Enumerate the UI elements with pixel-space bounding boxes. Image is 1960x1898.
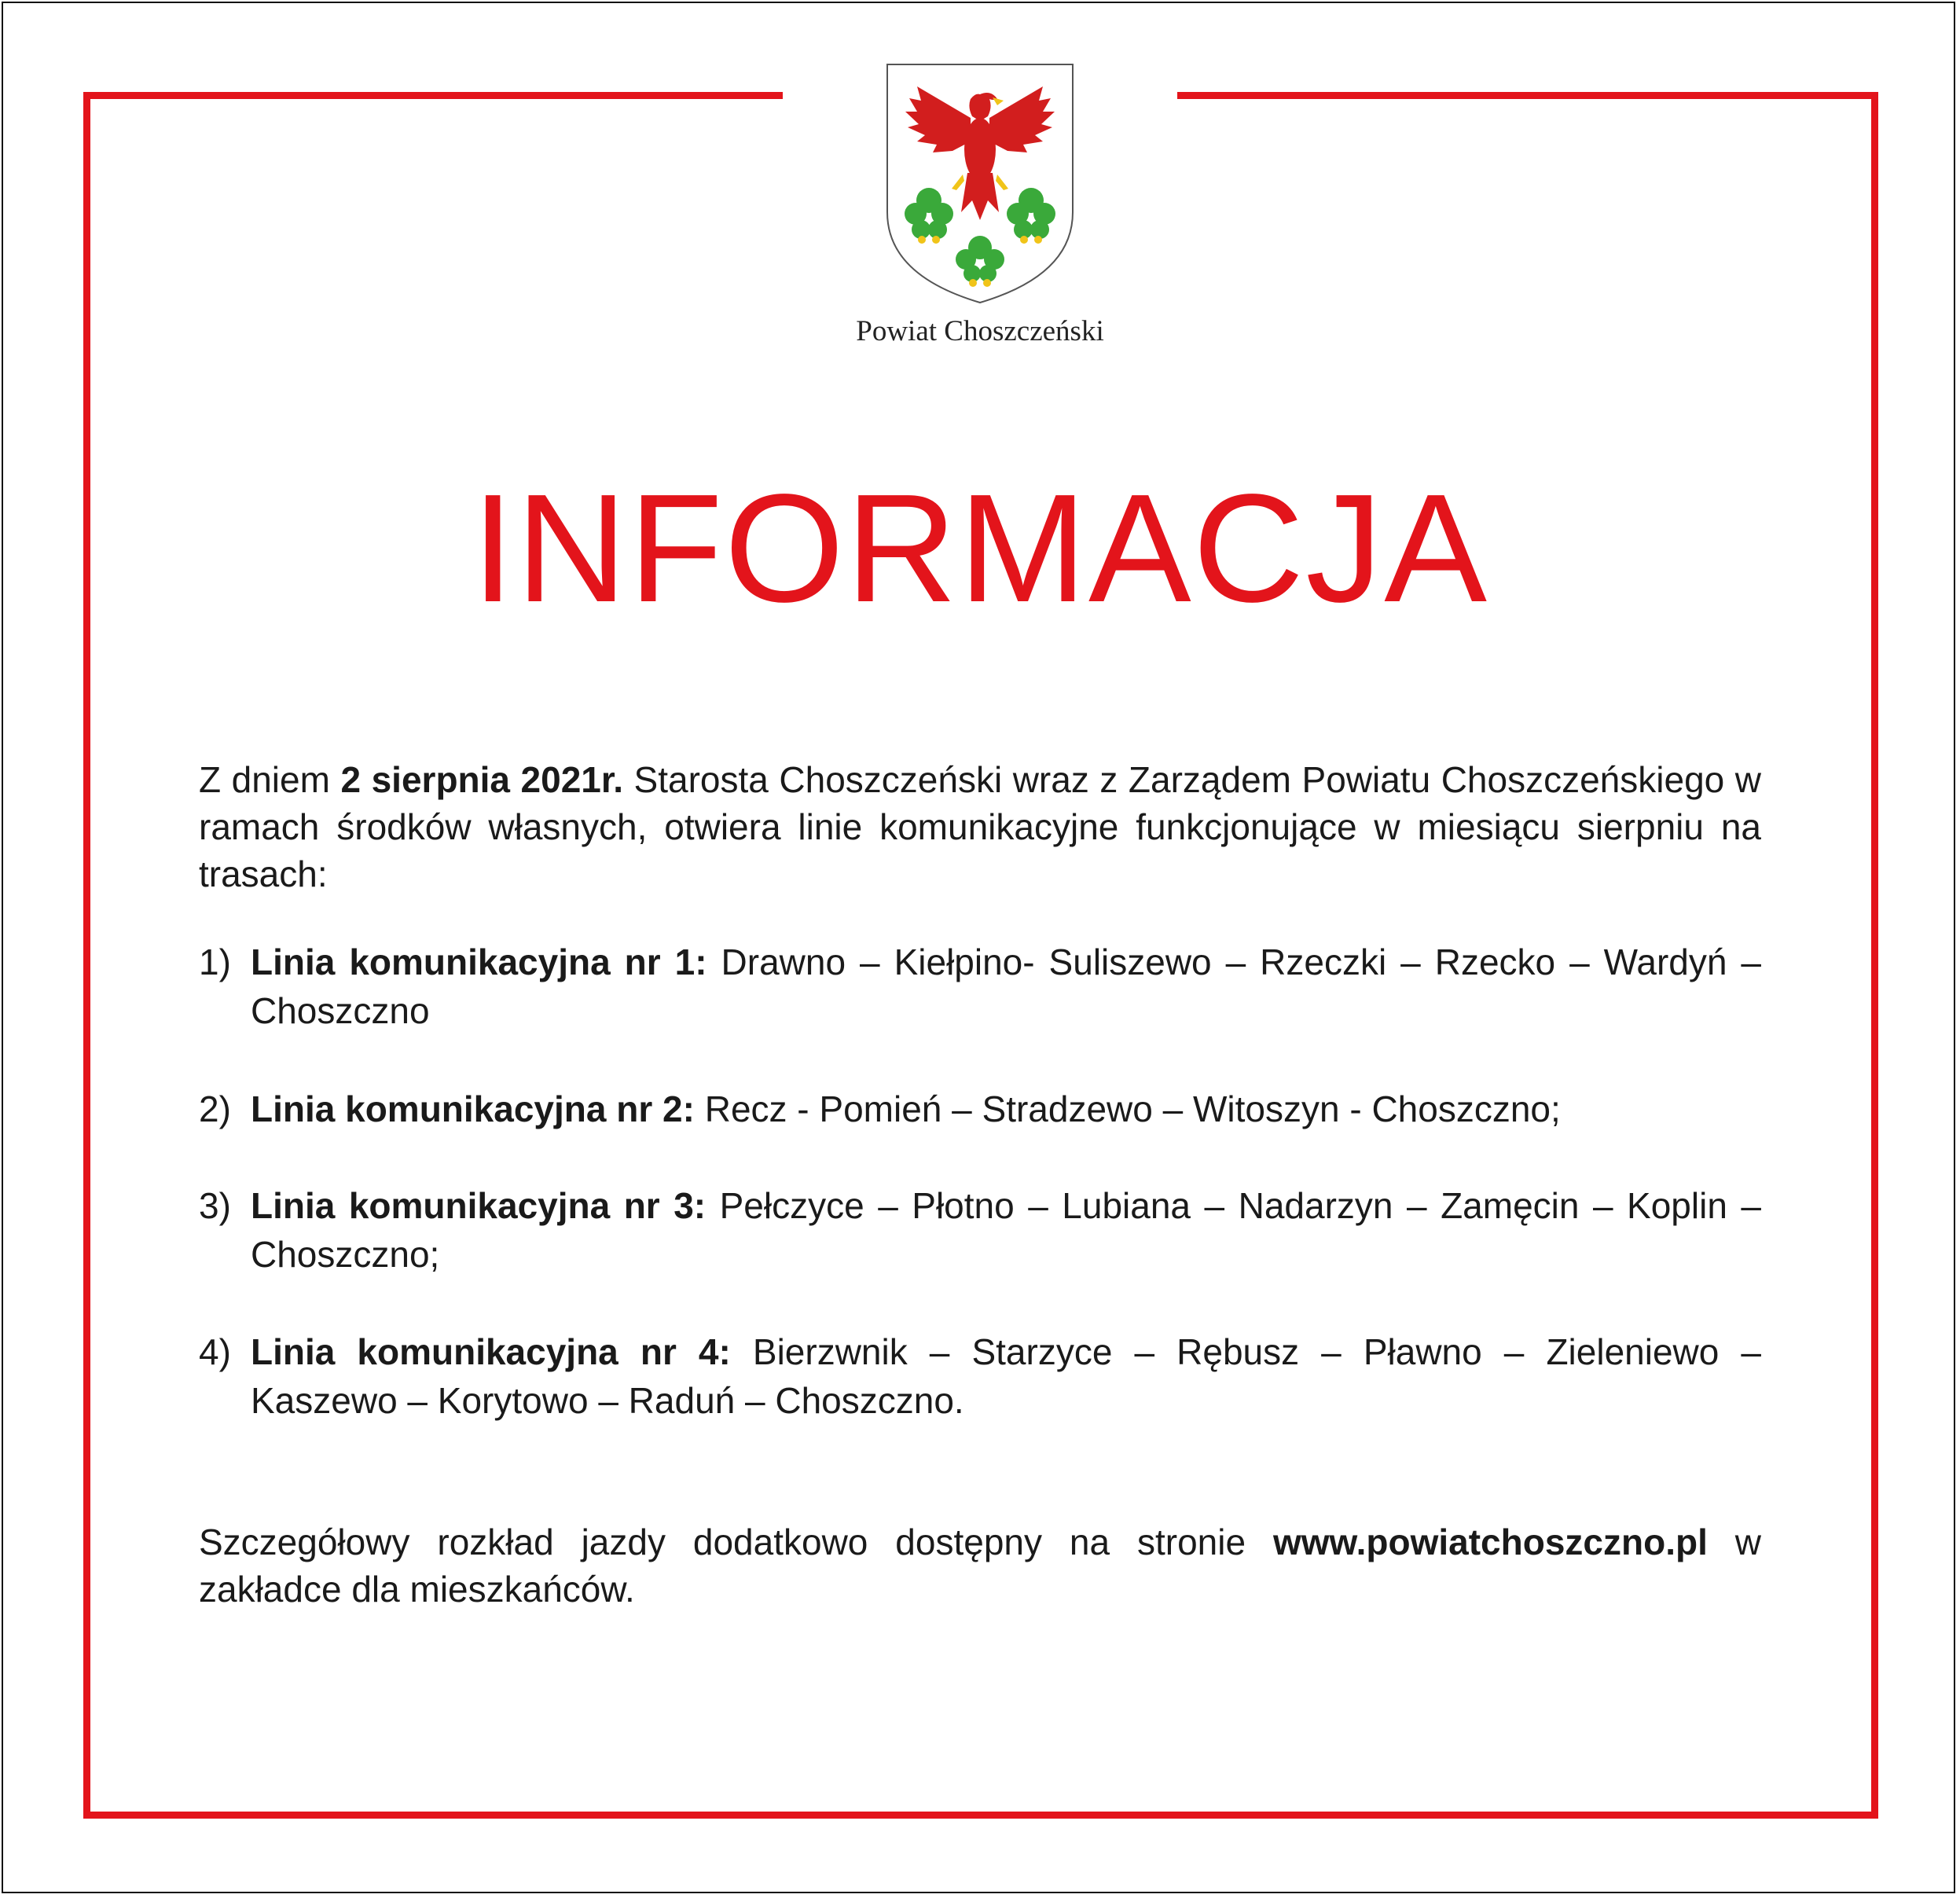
route-label: Linia komunikacyjna nr 1:	[251, 942, 707, 982]
outro-post: w zakładce dla mieszkańców.	[199, 1522, 1762, 1610]
route-label: Linia komunikacyjna nr 2:	[251, 1089, 695, 1129]
route-number: 2)	[199, 1089, 231, 1129]
coat-of-arms-logo	[886, 63, 1074, 307]
route-number: 1)	[199, 942, 231, 982]
red-frame-right	[1871, 92, 1878, 1819]
page-title: INFORMACJA	[472, 462, 1488, 634]
outro-pre: Szczegółowy rozkład jazdy dodatkowo dostępny na stronie	[199, 1522, 1273, 1562]
outro-paragraph	[199, 1518, 1761, 1613]
route-item-2	[199, 1085, 1761, 1133]
route-label: Linia komunikacyjna nr 3:	[251, 1185, 707, 1226]
route-stops: Bierzwnik – Starzyce – Rębusz – Pławno – Zieleniewo – Kaszewo – Korytowo – Raduń – Choszczno.	[251, 1331, 1761, 1421]
website-link[interactable]: www.powiatchoszczno.pl	[1272, 1522, 1708, 1562]
route-number: 4)	[199, 1331, 231, 1372]
intro-date: 2 sierpnia 2021r.	[340, 759, 624, 800]
logo-caption: Powiat Choszczeński	[856, 315, 1104, 347]
route-item-3	[199, 1181, 1761, 1279]
intro-paragraph	[199, 756, 1761, 898]
route-label: Linia komunikacyjna nr 4:	[251, 1331, 731, 1372]
red-frame-top-left	[83, 92, 783, 99]
route-stops: Recz - Pomień – Stradzewo – Witoszyn - Choszczno;	[704, 1089, 1561, 1129]
eagle-oak-crest-icon	[886, 63, 1074, 307]
route-item-1	[199, 938, 1761, 1035]
red-frame-top-right	[1177, 92, 1878, 99]
red-frame-bottom	[83, 1812, 1878, 1819]
route-item-4	[199, 1327, 1761, 1425]
route-number: 3)	[199, 1185, 231, 1226]
route-stops: Drawno – Kiełpino- Suliszewo – Rzeczki – Rzecko – Wardyń – Choszczno	[251, 942, 1762, 1031]
intro-post: Starosta Choszczeński wraz z Zarządem Powiatu Choszczeńskiego w ramach środków własnych, otwiera linie komunikacyjne funkcjonujące w miesiącu sierpniu na trasach:	[199, 759, 1761, 894]
route-stops: Pełczyce – Płotno – Lubiana – Nadarzyn – Zamęcin – Koplin – Choszczno;	[251, 1185, 1761, 1275]
intro-pre: Z dniem	[199, 759, 341, 800]
red-frame-left	[83, 92, 90, 1819]
